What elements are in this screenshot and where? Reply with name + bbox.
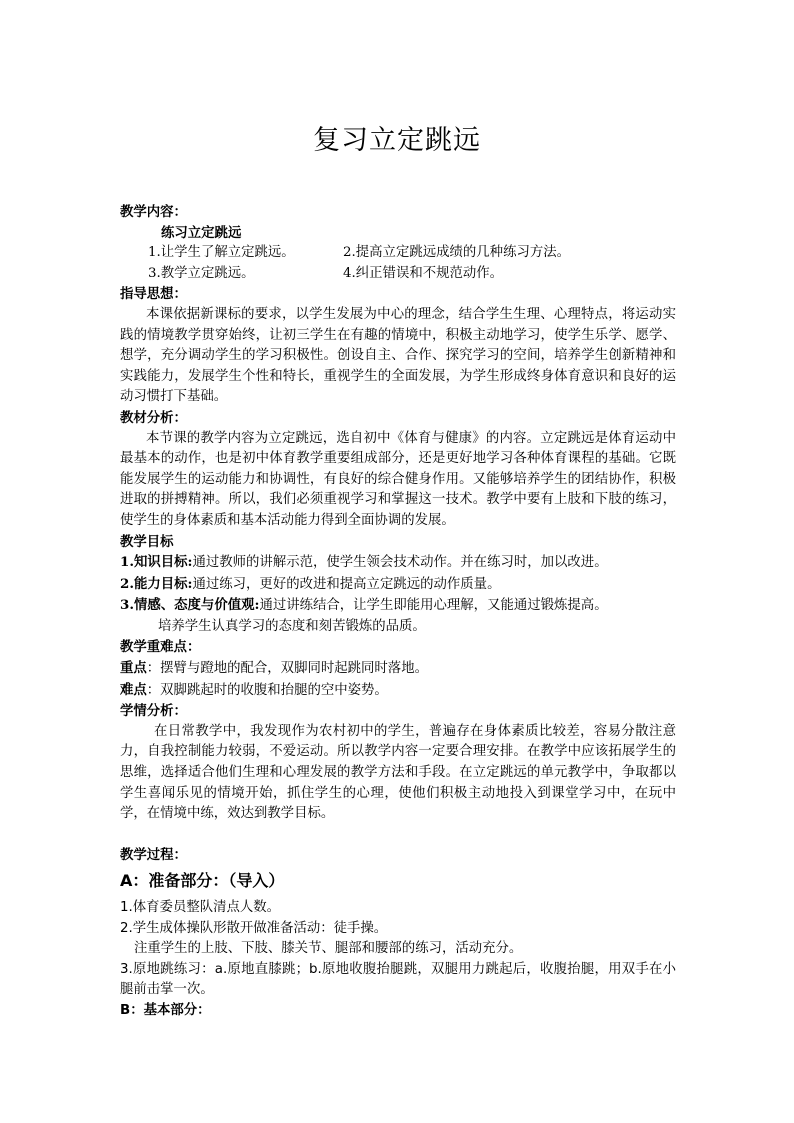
key-text: ：摆臂与蹬地的配合，双脚同时起跳同时落地。 <box>146 661 428 677</box>
goal-item <box>120 574 676 596</box>
content-item: 1.让学生了解立定跳远。 <box>148 245 295 261</box>
difficult-point <box>120 680 676 702</box>
document-body <box>120 202 676 1022</box>
goal-label: 1.知识目标: <box>120 554 193 571</box>
section-b-heading: B：基本部分： <box>120 1002 211 1018</box>
content-item-row <box>120 243 676 264</box>
prep-item: 3.原地跳练习：a.原地直膝跳；b.原地收腹抬腿跳，双腿用力跳起后，收腹抬腿，用双手在小腿前击掌一次。 <box>120 961 676 998</box>
goals-heading: 教学目标 <box>120 533 174 550</box>
guiding-paragraph: 本课依据新课标的要求，以学生发展为中心的理念，结合学生生理、心理特点，将运动实践的情境教学贯穿始终，让初三学生在有趣的情境中，积极主动地学习，使学生乐学、愿学、想学，充分调动学生的学习积极性。创设自主、合作、探究学习的空间，培养学生创新精神和实践能力，发展学生个性和特长，重视学生的全面发展，为学生形成终身体育意识和良好的运动习惯打下基础。 <box>120 306 676 405</box>
guiding-heading: 指导思想： <box>120 286 187 303</box>
prep-item: 1.体育委员整队清点人数。 <box>120 900 281 915</box>
students-heading: 学情分析： <box>120 703 187 720</box>
content-item: 3.教学立定跳远。 <box>148 265 255 281</box>
key-point <box>120 658 676 680</box>
students-paragraph: 在日常教学中，我发现作为农村初中的学生，普遍存在身体素质比较差，容易分散注意力，自我控制能力较弱，不爱运动。所以教学内容一定要合理安排。在教学中应该拓展学生的思维，选择适合他们生理和心理发展的教学方法和手段。在立定跳远的单元教学中，争取都以学生喜闻乐见的情境开始，抓住学生的心理，使他们积极主动地投入到课堂学习中，在玩中学，在情境中练，效达到教学目标。 <box>120 723 676 822</box>
process-heading: 教学过程： <box>120 846 187 863</box>
difficult-label: 难点 <box>120 681 147 698</box>
page-title: 复习立定跳远 <box>313 125 481 156</box>
goal-text: 通过讲练结合，让学生即能用心理解，又能通过锻炼提高。 <box>259 598 608 614</box>
content-item-row <box>120 264 676 285</box>
section-a-heading: A：准备部分：（导入） <box>120 871 285 891</box>
material-paragraph: 本节课的教学内容为立定跳远，选自初中《体育与健康》的内容。立定跳远是体育运动中最基本的动作，也是初中体育教学重要组成部分，还是更好地学习各种体育课程的基础。它既能发展学生的运动能力和协调性，有良好的综合健身作用。又能够培养学生的团结协作，积极进取的拼搏精神。所以，我们必须重视学习和掌握这一技术。教学中要有上肢和下肢的练习，使学生的身体素质和基本活动能力得到全面协调的发展。 <box>120 430 676 528</box>
key-label: 重点 <box>120 660 147 677</box>
goal-item <box>120 595 676 617</box>
content-heading: 教学内容： <box>120 204 187 220</box>
goal-item <box>120 552 676 574</box>
goal-extra: 培养学生认真学习的态度和刻苦锻炼的品质。 <box>158 618 426 634</box>
difficult-text: ：双脚跳起时的收腹和抬腿的空中姿势。 <box>146 682 388 698</box>
content-item: 2.提高立定跳远成绩的几种练习方法。 <box>343 245 571 261</box>
spacer <box>120 825 676 845</box>
content-subheading: 练习立定跳远 <box>161 224 242 241</box>
material-heading: 教材分析： <box>120 409 187 426</box>
content-item: 4.纠正错误和不规范动作。 <box>343 265 504 281</box>
prep-item: 2.学生成体操队形散开做准备活动：徒手操。 <box>120 920 388 936</box>
keypoints-heading: 教学重难点： <box>120 639 201 656</box>
goal-label: 2.能力目标: <box>120 575 193 592</box>
goal-text: 通过教师的讲解示范，使学生领会技术动作。并在练习时，加以改进。 <box>192 555 608 571</box>
prep-item: 注重学生的上肢、下肢、膝关节、腿部和腰部的练习，活动充分。 <box>134 941 523 957</box>
goal-text: 通过练习，更好的改进和提高立定跳远的动作质量。 <box>192 576 501 592</box>
goal-label: 3.情感、态度与价值观: <box>120 597 260 614</box>
